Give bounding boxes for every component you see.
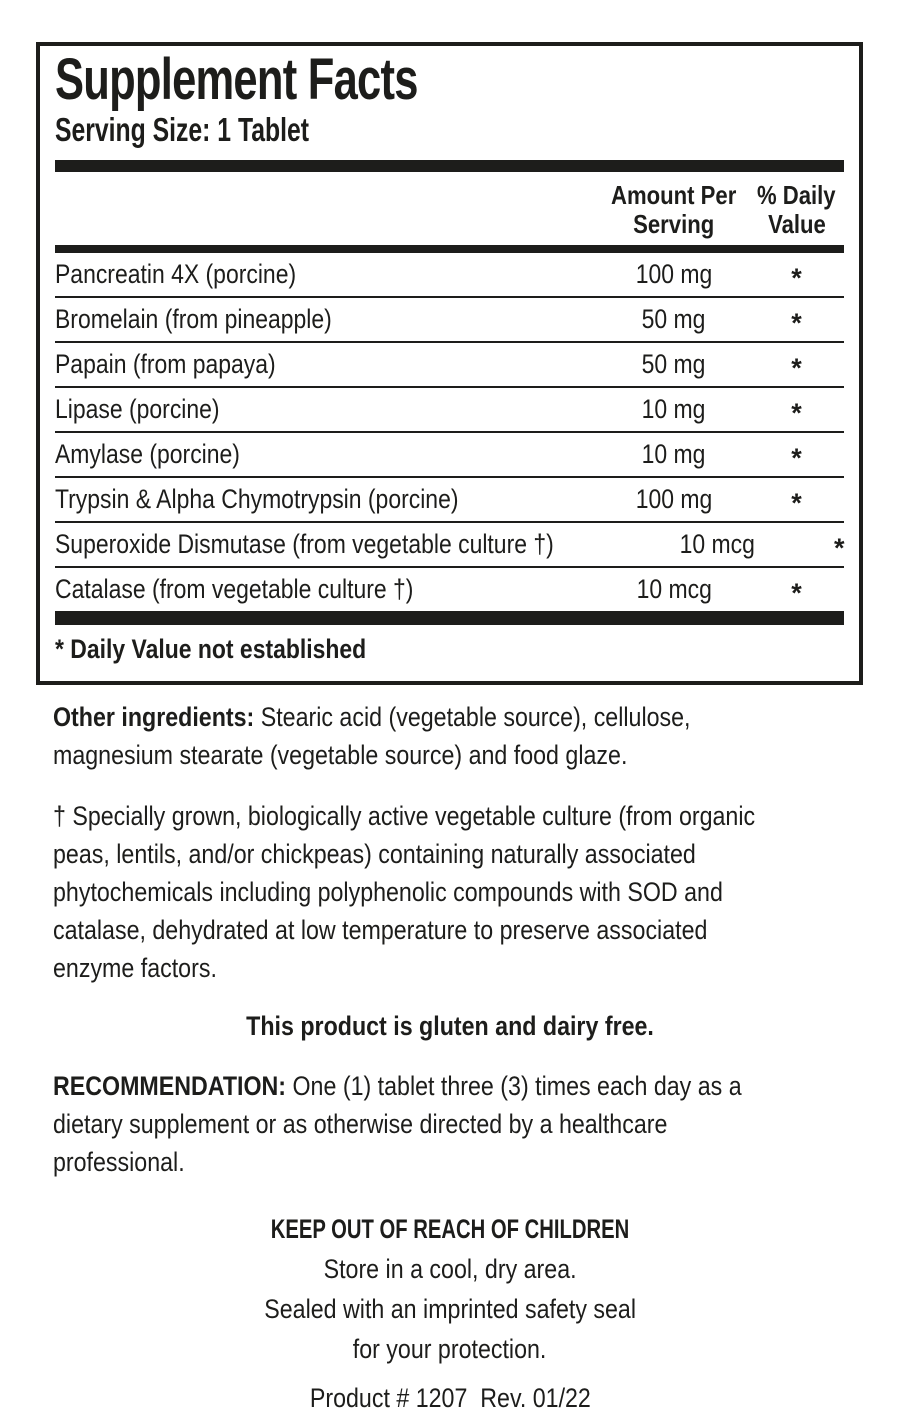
ingredient-dv: * [791, 488, 802, 518]
ingredient-dv: * [791, 353, 802, 383]
ingredient-name: Amylase (porcine) [55, 439, 240, 469]
safety-seal-note-line1: Sealed with an imprinted safety seal [264, 1294, 636, 1324]
ingredient-amount: 10 mcg [636, 574, 712, 604]
table-row [55, 566, 844, 611]
warnings-block [53, 1209, 847, 1369]
ingredient-amount: 10 mg [642, 439, 706, 469]
ingredient-amount: 10 mcg [679, 529, 755, 559]
label-body-copy [53, 698, 847, 1417]
daily-value-footnote: * Daily Value not established [55, 634, 367, 664]
ingredient-name: Trypsin & Alpha Chymotrypsin (porcine) [55, 484, 459, 514]
product-info: Product # 1207 Rev. 01/22 [309, 1383, 591, 1413]
amount-column-header: Amount Per Serving [611, 180, 737, 239]
dagger-footnote-paragraph: † Specially grown, biologically active vegetable culture (from organic peas, lentils, and/or chickpeas) containing naturally associated phytochemicals including polyphenolic compounds with SOD and catalase, dehydrated at low temperature to preserve associated enzyme factors. [53, 801, 756, 983]
ingredient-name: Papain (from papaya) [55, 349, 276, 379]
ingredient-amount: 100 mg [635, 259, 713, 289]
table-row [55, 296, 844, 341]
table-row [55, 341, 844, 386]
serving-size-text: Serving Size: 1 Tablet [55, 111, 309, 148]
other-ingredients-lead: Other ingredients: [53, 702, 255, 732]
ingredient-name: Lipase (porcine) [55, 394, 220, 424]
table-row [55, 431, 844, 476]
ingredient-dv: * [791, 308, 802, 338]
storage-instruction: Store in a cool, dry area. [323, 1254, 577, 1284]
thick-divider-bottom [55, 611, 844, 625]
supplement-facts-panel [36, 42, 863, 685]
table-row [55, 386, 844, 431]
ingredient-name: Superoxide Dismutase (from vegetable culture †) [55, 529, 554, 559]
daily-value-column-header: % Daily Value [757, 180, 836, 239]
ingredient-name: Bromelain (from pineapple) [55, 304, 332, 334]
ingredient-amount: 100 mg [635, 484, 713, 514]
gluten-free-statement: This product is gluten and dairy free. [246, 1011, 654, 1041]
thick-divider-top [55, 160, 844, 172]
recommendation-paragraph: RECOMMENDATION: One (1) tablet three (3) times each day as a dietary supplement or as otherwise directed by a healthcare professional. [53, 1071, 742, 1177]
serving-size [55, 112, 844, 148]
ingredient-dv: * [834, 533, 845, 563]
panel-title-text: Supplement Facts [55, 47, 418, 112]
ingredient-name: Catalase (from vegetable culture †) [55, 574, 414, 604]
table-row [55, 253, 844, 296]
table-header [55, 172, 844, 245]
table-row [55, 521, 844, 566]
ingredient-table [55, 253, 844, 611]
ingredient-amount: 10 mg [642, 394, 706, 424]
ingredient-amount: 50 mg [642, 304, 706, 334]
medium-divider-header [55, 245, 844, 253]
keep-out-warning: KEEP OUT OF REACH OF CHILDREN [270, 1214, 630, 1244]
table-row [55, 476, 844, 521]
ingredient-dv: * [791, 578, 802, 608]
other-ingredients-paragraph: Other ingredients: Stearic acid (vegetable source), cellulose, magnesium stearate (vegetable source) and food glaze. [53, 702, 691, 770]
ingredient-name: Pancreatin 4X (porcine) [55, 259, 297, 289]
safety-seal-note-line2: for your protection. [353, 1334, 547, 1364]
ingredient-dv: * [791, 398, 802, 428]
recommendation-lead: RECOMMENDATION: [53, 1071, 287, 1101]
ingredient-amount: 50 mg [642, 349, 706, 379]
panel-title [55, 47, 844, 112]
ingredient-dv: * [791, 263, 802, 293]
ingredient-dv: * [791, 443, 802, 473]
